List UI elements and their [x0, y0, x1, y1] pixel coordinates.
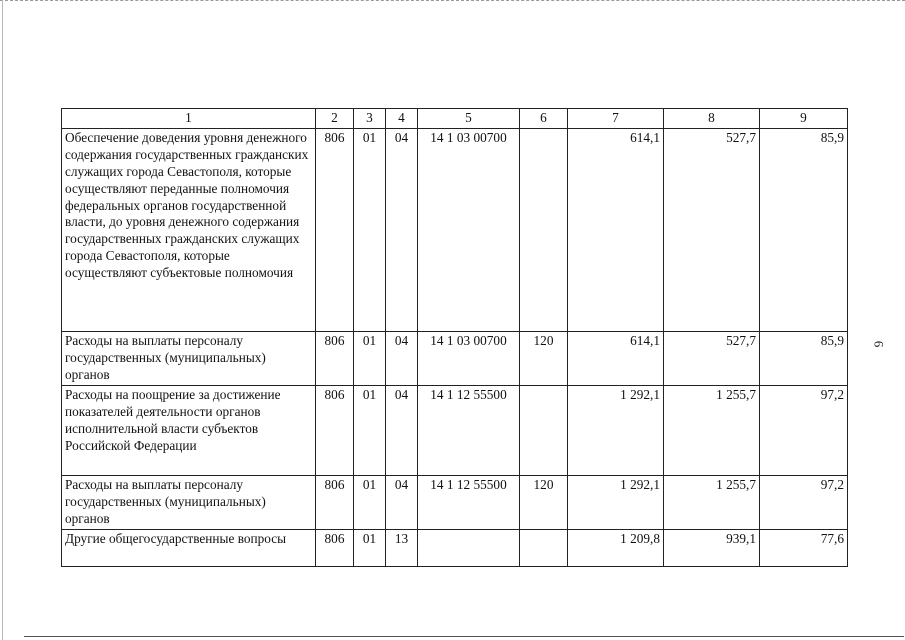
- header-cell: 3: [354, 109, 386, 129]
- table-row: [62, 331, 848, 385]
- subsection-cell: 13: [386, 529, 418, 566]
- value-col8-cell: 527,7: [664, 331, 760, 385]
- row-name-cell: Расходы на выплаты персоналу государственных (муниципальных) органов: [62, 331, 316, 385]
- value-col9-cell: 77,6: [760, 529, 848, 566]
- expense-type-cell: [520, 128, 568, 331]
- section-cell: 01: [354, 331, 386, 385]
- row-name-cell: Расходы на выплаты персоналу государственных (муниципальных) органов: [62, 475, 316, 529]
- page-number: 6: [871, 340, 887, 348]
- admin-code-cell: 806: [316, 385, 354, 475]
- value-col8-cell: 1 255,7: [664, 475, 760, 529]
- table-row: [62, 385, 848, 475]
- admin-code-cell: 806: [316, 475, 354, 529]
- subsection-cell: 04: [386, 475, 418, 529]
- header-cell: 9: [760, 109, 848, 129]
- target-article-cell: 14 1 03 00700: [418, 331, 520, 385]
- section-cell: 01: [354, 529, 386, 566]
- target-article-cell: 14 1 03 00700: [418, 128, 520, 331]
- value-col9-cell: 85,9: [760, 331, 848, 385]
- header-cell: 2: [316, 109, 354, 129]
- value-col9-cell: 85,9: [760, 128, 848, 331]
- value-col8-cell: 527,7: [664, 128, 760, 331]
- expense-type-cell: [520, 529, 568, 566]
- table-header-row: [62, 109, 848, 129]
- row-name-cell: Расходы на поощрение за достижение показателей деятельности органов исполнительной власти субъектов Российской Федерации: [62, 385, 316, 475]
- target-article-cell: 14 1 12 55500: [418, 385, 520, 475]
- value-col8-cell: 1 255,7: [664, 385, 760, 475]
- scan-edge-left: [2, 0, 3, 640]
- value-col9-cell: 97,2: [760, 475, 848, 529]
- subsection-cell: 04: [386, 128, 418, 331]
- admin-code-cell: 806: [316, 529, 354, 566]
- target-article-cell: 14 1 12 55500: [418, 475, 520, 529]
- value-col7-cell: 614,1: [568, 331, 664, 385]
- header-cell: 7: [568, 109, 664, 129]
- header-cell: 6: [520, 109, 568, 129]
- table-row: [62, 128, 848, 331]
- scan-edge-top: [0, 0, 905, 4]
- expense-type-cell: 120: [520, 331, 568, 385]
- admin-code-cell: 806: [316, 331, 354, 385]
- row-name-cell: Другие общегосударственные вопросы: [62, 529, 316, 566]
- header-cell: 8: [664, 109, 760, 129]
- section-cell: 01: [354, 475, 386, 529]
- section-cell: 01: [354, 128, 386, 331]
- subsection-cell: 04: [386, 385, 418, 475]
- header-cell: 1: [62, 109, 316, 129]
- expense-type-cell: 120: [520, 475, 568, 529]
- header-cell: 5: [418, 109, 520, 129]
- target-article-cell: [418, 529, 520, 566]
- value-col7-cell: 1 209,8: [568, 529, 664, 566]
- section-cell: 01: [354, 385, 386, 475]
- value-col9-cell: 97,2: [760, 385, 848, 475]
- expense-type-cell: [520, 385, 568, 475]
- header-cell: 4: [386, 109, 418, 129]
- subsection-cell: 04: [386, 331, 418, 385]
- table-row: [62, 475, 848, 529]
- row-name-cell: Обеспечение доведения уровня денежного содержания государственных гражданских служащих города Севастополя, которые осуществляют переданные полномочия федеральных органов государственной власти, до уровня денежного содержания государственных гражданских служащих города Севастополя, которые осуществляют субъектовые полномочия: [62, 128, 316, 331]
- value-col7-cell: 614,1: [568, 128, 664, 331]
- scan-edge-bottom: [24, 636, 904, 637]
- value-col7-cell: 1 292,1: [568, 385, 664, 475]
- budget-table: [61, 108, 848, 567]
- value-col7-cell: 1 292,1: [568, 475, 664, 529]
- admin-code-cell: 806: [316, 128, 354, 331]
- table-row: [62, 529, 848, 566]
- value-col8-cell: 939,1: [664, 529, 760, 566]
